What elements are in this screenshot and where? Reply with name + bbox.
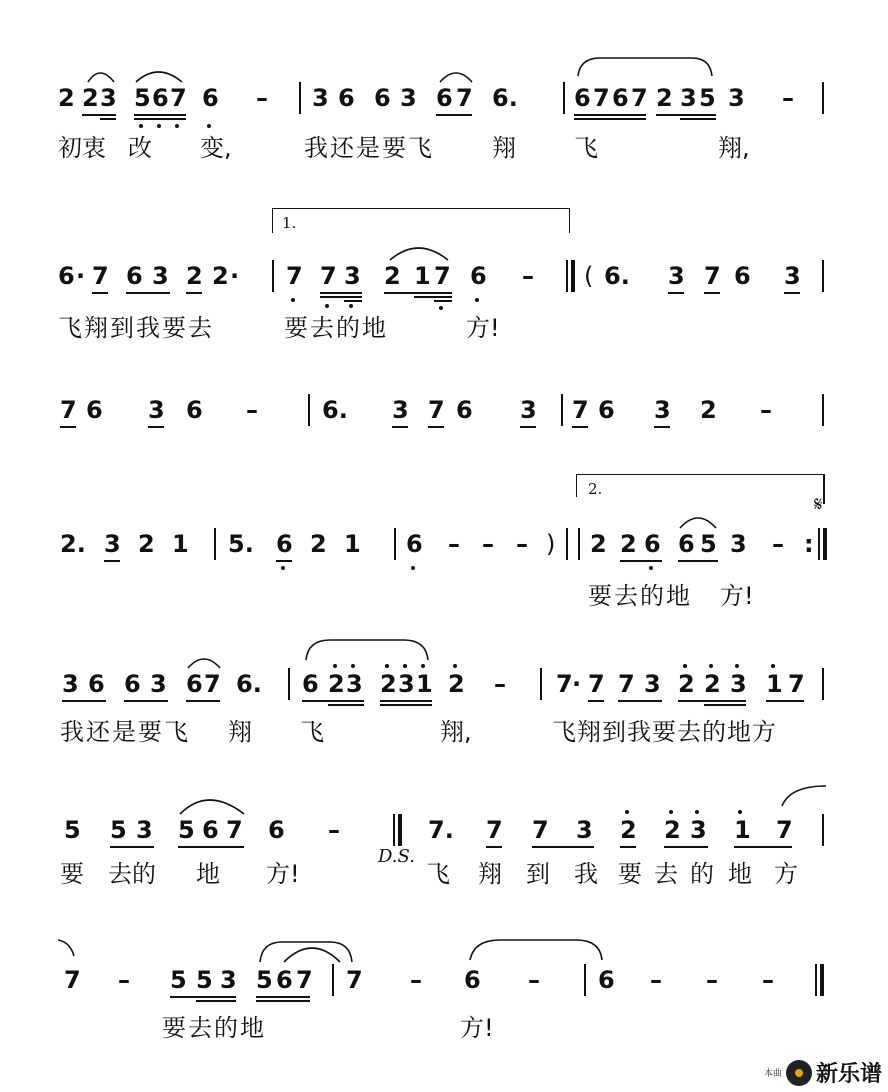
note-token: 3 — [104, 530, 121, 558]
note-token: 3 — [690, 816, 707, 844]
note-token: 3 — [100, 84, 117, 112]
underline-beam — [392, 426, 408, 428]
note-token: 3 — [668, 262, 685, 290]
note-token: 7 — [60, 396, 77, 424]
note-token: 2 — [448, 670, 465, 698]
note-token: 6 — [470, 262, 487, 290]
underline-beam — [276, 560, 292, 562]
note-token: 7 — [92, 262, 109, 290]
barline — [272, 260, 274, 292]
note-token: 7 — [170, 84, 187, 112]
octave-dot — [325, 304, 329, 308]
lyric: 翔 — [228, 718, 252, 746]
octave-dot — [349, 304, 353, 308]
note-token: 6 — [374, 84, 391, 112]
barline — [332, 964, 334, 996]
score-line-1 — [0, 80, 888, 120]
note-token: – — [516, 530, 528, 558]
underline-beam — [380, 700, 432, 702]
note-token: 6 — [436, 84, 453, 112]
note-token: 6 — [644, 530, 661, 558]
lyric: 飞 — [574, 134, 598, 162]
note-token: 3 — [644, 670, 661, 698]
octave-dot — [139, 124, 143, 128]
note-token: 2 — [212, 262, 229, 290]
note-token: 7 — [572, 396, 589, 424]
note-token: 6 — [86, 396, 103, 424]
octave-dot — [175, 124, 179, 128]
note-token: – — [528, 966, 540, 994]
note-token: 5 — [196, 966, 213, 994]
lyric: 地 — [196, 860, 220, 888]
underline-beam — [256, 1000, 310, 1002]
underline-beam — [823, 474, 825, 504]
lyric: 翔, — [440, 718, 472, 746]
note-token: 6 — [276, 530, 293, 558]
note-token: 3 — [520, 396, 537, 424]
underline-beam — [574, 114, 646, 116]
note-token: 3 — [392, 396, 409, 424]
note-token: 3 — [312, 84, 329, 112]
note-token: – — [706, 966, 718, 994]
note-token: ( — [584, 262, 594, 290]
octave-dot — [403, 664, 407, 668]
underline-beam — [414, 296, 452, 298]
watermark — [764, 1057, 882, 1088]
lyric: 变, — [200, 134, 232, 162]
underline-beam — [678, 700, 746, 702]
barline — [288, 668, 290, 700]
score-line-3 — [0, 392, 888, 432]
note-token: 1 — [172, 530, 189, 558]
lyric: 翔 — [478, 860, 502, 888]
octave-dot — [669, 810, 673, 814]
lyric: 到 — [526, 860, 550, 888]
lyric: 飞 — [300, 718, 324, 746]
underline-beam — [170, 996, 236, 998]
barline — [822, 394, 824, 426]
underline-beam — [588, 700, 604, 702]
lyric: 方! — [266, 860, 300, 888]
note-token: 7 — [226, 816, 243, 844]
note-token: 2 — [384, 262, 401, 290]
note-token: 1 — [766, 670, 783, 698]
underline-beam — [486, 846, 502, 848]
octave-dot — [475, 298, 479, 302]
underline-beam — [704, 704, 746, 706]
note-token: 6 — [202, 816, 219, 844]
note-token: 1 — [344, 530, 361, 558]
note-token: 5 — [178, 816, 195, 844]
octave-dot — [695, 810, 699, 814]
note-token: 7 — [486, 816, 503, 844]
note-token: 7 — [631, 84, 648, 112]
note-token: 2 — [138, 530, 155, 558]
underline-beam — [82, 114, 116, 116]
octave-dot — [771, 664, 775, 668]
underline-beam — [100, 118, 116, 120]
note-token: 6 — [202, 84, 219, 112]
note-token: 3 — [680, 84, 697, 112]
octave-dot — [291, 298, 295, 302]
lyric: 去 — [654, 860, 678, 888]
underline-beam — [186, 292, 202, 294]
underline-beam — [148, 426, 164, 428]
note-token: 6 — [612, 84, 629, 112]
note-token: 6 — [574, 84, 591, 112]
note-token: 5 — [110, 816, 127, 844]
note-token: 2 — [620, 816, 637, 844]
underline-beam — [734, 846, 792, 848]
note-token: 6 — [338, 84, 355, 112]
lyric: 的 — [690, 860, 714, 888]
double-barline — [818, 528, 827, 560]
lyric: 初衷 — [58, 134, 106, 162]
note-token: 2 — [328, 670, 345, 698]
barline — [563, 82, 565, 114]
lyric: 要去的地 — [284, 314, 388, 342]
barline — [822, 260, 824, 292]
underline-beam — [766, 700, 804, 702]
lyric: 我还是要飞 — [60, 718, 190, 746]
note-token: 7 — [428, 396, 445, 424]
barline — [584, 964, 586, 996]
barline — [299, 82, 301, 114]
note-token: – — [772, 530, 784, 558]
score-line-6 — [0, 812, 888, 852]
double-barline — [566, 260, 575, 292]
note-token: 3 — [62, 670, 79, 698]
lyrics-line-5 — [0, 718, 888, 758]
note-token: 2 — [656, 84, 673, 112]
note-token: 6. — [492, 84, 518, 112]
note-token: 7 — [286, 262, 303, 290]
octave-dot — [735, 664, 739, 668]
lyric: 飞 — [426, 860, 450, 888]
note-token: · — [230, 262, 240, 290]
note-token: 6 — [186, 670, 203, 698]
note-token: 7 — [204, 670, 221, 698]
octave-dot — [351, 664, 355, 668]
underline-beam — [320, 292, 362, 294]
note-token: 2 — [58, 84, 75, 112]
note-token: 3 — [148, 396, 165, 424]
note-token: 3 — [654, 396, 671, 424]
lyric: 翔 — [492, 134, 516, 162]
lyric: 要去的地 — [162, 1014, 266, 1042]
octave-dot — [421, 664, 425, 668]
underline-beam — [654, 426, 670, 428]
note-token: 6 — [456, 396, 473, 424]
note-token: 7 — [532, 816, 549, 844]
barline — [822, 82, 824, 114]
double-barline — [815, 964, 824, 996]
underline-beam — [186, 700, 220, 702]
note-token: 7 — [588, 670, 605, 698]
underline-beam — [328, 704, 364, 706]
note-token: 3 — [136, 816, 153, 844]
barline — [308, 394, 310, 426]
note-token: – — [410, 966, 422, 994]
underline-beam — [256, 996, 310, 998]
underline-beam — [302, 700, 364, 702]
note-token: 7. — [428, 816, 454, 844]
octave-dot — [709, 664, 713, 668]
score-line-5 — [0, 666, 888, 706]
note-token: 2 — [82, 84, 99, 112]
note-token: 3 — [152, 262, 169, 290]
disc-logo-icon — [786, 1060, 812, 1086]
lyric: 我 — [574, 860, 598, 888]
lyric: 方! — [466, 314, 500, 342]
underline-beam — [428, 426, 444, 428]
first-ending-label: 1. — [282, 214, 297, 232]
note-token: · — [76, 262, 86, 290]
note-token: 5 — [170, 966, 187, 994]
score-line-7 — [0, 962, 888, 1002]
underline-beam — [678, 560, 718, 562]
underline-beam — [680, 118, 716, 120]
note-token: 7 — [346, 966, 363, 994]
note-token: 3 — [220, 966, 237, 994]
underline-beam — [668, 292, 684, 294]
score-line-2 — [0, 258, 888, 298]
barline — [566, 528, 568, 560]
underline-beam — [664, 846, 708, 848]
note-token: – — [782, 84, 794, 112]
note-token: – — [762, 966, 774, 994]
first-ending-bracket — [272, 208, 570, 233]
note-token: 6 — [302, 670, 319, 698]
note-token: 2 — [678, 670, 695, 698]
note-token: 7 — [434, 262, 451, 290]
note-token: 6 — [126, 262, 143, 290]
note-token: : — [804, 530, 814, 558]
note-token: 7 — [456, 84, 473, 112]
barline — [214, 528, 216, 560]
barline — [540, 668, 542, 700]
octave-dot — [439, 306, 443, 310]
lyric: 去的 — [108, 860, 156, 888]
underline-beam — [384, 292, 452, 294]
note-token: 3 — [784, 262, 801, 290]
note-token: 7 — [556, 670, 573, 698]
note-token: 7 — [776, 816, 793, 844]
note-token: 6. — [236, 670, 262, 698]
note-token: 6 — [678, 530, 695, 558]
note-token: – — [328, 816, 340, 844]
note-token: 7 — [618, 670, 635, 698]
note-token: 7 — [704, 262, 721, 290]
note-token: 6 — [58, 262, 75, 290]
octave-dot — [411, 566, 415, 570]
underline-beam — [434, 300, 452, 302]
underline-beam — [784, 292, 800, 294]
note-token: 1 — [416, 670, 433, 698]
note-token: 6 — [124, 670, 141, 698]
note-token: – — [522, 262, 534, 290]
note-token: 3 — [576, 816, 593, 844]
note-token: 5 — [700, 530, 717, 558]
lyric: 要去的地 — [588, 582, 692, 610]
note-token: 3 — [730, 530, 747, 558]
note-token: 6 — [268, 816, 285, 844]
underline-beam — [572, 426, 588, 428]
lyric: 方 — [774, 860, 798, 888]
lyrics-line-4 — [0, 582, 888, 622]
underline-beam — [134, 114, 186, 116]
note-token: 3 — [150, 670, 167, 698]
underline-beam — [344, 300, 362, 302]
lyric: 地 — [728, 860, 752, 888]
note-token: 5 — [699, 84, 716, 112]
note-token: – — [650, 966, 662, 994]
underline-beam — [704, 292, 720, 294]
note-token: 2 — [704, 670, 721, 698]
underline-beam — [380, 704, 432, 706]
note-token: 3 — [344, 262, 361, 290]
octave-dot — [683, 664, 687, 668]
lyric: 方! — [460, 1014, 494, 1042]
octave-dot — [281, 566, 285, 570]
barline — [394, 528, 396, 560]
barline — [822, 814, 824, 846]
lyric: 飞翔到我要去的地方 — [552, 718, 777, 746]
note-token: – — [118, 966, 130, 994]
octave-dot — [738, 810, 742, 814]
underline-beam — [620, 560, 662, 562]
note-token: 6 — [734, 262, 751, 290]
note-token: 6. — [604, 262, 630, 290]
note-token: – — [482, 530, 494, 558]
note-token: 6 — [598, 966, 615, 994]
note-token: 6 — [88, 670, 105, 698]
note-token: 5 — [256, 966, 273, 994]
underline-beam — [60, 426, 76, 428]
lyric: 改 — [128, 134, 152, 162]
note-token: 6 — [406, 530, 423, 558]
note-token: 3 — [400, 84, 417, 112]
octave-dot — [333, 664, 337, 668]
lyrics-line-1 — [0, 134, 888, 174]
lyric: 方! — [720, 582, 754, 610]
lyric: 要 — [618, 860, 642, 888]
note-token: 5 — [134, 84, 151, 112]
lyric: 我还是要飞 — [304, 134, 434, 162]
underline-beam — [62, 700, 106, 702]
lyric: 要 — [60, 860, 84, 888]
underline-beam — [436, 114, 472, 116]
underline-beam — [126, 292, 170, 294]
note-token: 5. — [228, 530, 254, 558]
second-ending-label: 2. — [588, 480, 603, 498]
note-token: 6 — [186, 396, 203, 424]
note-token: 7 — [320, 262, 337, 290]
note-token: 3 — [730, 670, 747, 698]
note-token: 7 — [788, 670, 805, 698]
note-token: – — [760, 396, 772, 424]
note-token: 2 — [700, 396, 717, 424]
underline-beam — [532, 846, 594, 848]
barline — [561, 394, 563, 426]
note-token: 7 — [64, 966, 81, 994]
note-token: · — [572, 670, 582, 698]
note-token: 7 — [593, 84, 610, 112]
second-ending-bracket — [576, 474, 825, 497]
note-token: 3 — [398, 670, 415, 698]
note-token: 2 — [620, 530, 637, 558]
note-token: – — [256, 84, 268, 112]
octave-dot — [649, 566, 653, 570]
underline-beam — [320, 296, 362, 298]
note-token: 6. — [322, 396, 348, 424]
note-token: ) — [546, 530, 556, 558]
watermark-brand: 新乐谱 — [815, 1062, 882, 1087]
underline-beam — [124, 700, 168, 702]
lyric: 翔, — [718, 134, 750, 162]
underline-beam — [620, 846, 636, 848]
note-token: 6 — [464, 966, 481, 994]
note-token: 6 — [598, 396, 615, 424]
octave-dot — [157, 124, 161, 128]
underline-beam — [104, 560, 120, 562]
lyrics-line-6 — [0, 860, 888, 900]
underline-beam — [656, 114, 716, 116]
note-token: – — [246, 396, 258, 424]
watermark-small-text: 本曲 — [763, 1069, 782, 1079]
barline — [578, 528, 580, 560]
note-token: 2. — [60, 530, 86, 558]
note-token: 3 — [346, 670, 363, 698]
note-token: 6 — [152, 84, 169, 112]
note-token: 2 — [186, 262, 203, 290]
lyric: 飞翔到我要去 — [58, 314, 214, 342]
underline-beam — [196, 1000, 236, 1002]
note-token: 5 — [64, 816, 81, 844]
underline-beam — [520, 426, 536, 428]
lyrics-line-7 — [0, 1014, 888, 1054]
octave-dot — [625, 810, 629, 814]
underline-beam — [178, 846, 244, 848]
note-token: 1 — [414, 262, 431, 290]
underline-beam — [110, 846, 154, 848]
double-barline — [393, 814, 402, 846]
score-line-4 — [0, 526, 888, 566]
underline-beam — [134, 118, 186, 120]
dal-segno-mark: D.S. — [378, 846, 415, 867]
lyrics-line-2 — [0, 314, 888, 354]
note-token: – — [494, 670, 506, 698]
note-token: 2 — [590, 530, 607, 558]
octave-dot — [453, 664, 457, 668]
segno-sign: 𝄋 — [814, 492, 823, 516]
note-token: 2 — [664, 816, 681, 844]
note-token: 7 — [296, 966, 313, 994]
note-token: 1 — [734, 816, 751, 844]
note-token: 2 — [380, 670, 397, 698]
note-token: 3 — [728, 84, 745, 112]
underline-beam — [574, 118, 646, 120]
note-token: – — [448, 530, 460, 558]
underline-beam — [92, 292, 108, 294]
octave-dot — [207, 124, 211, 128]
note-token: 6 — [276, 966, 293, 994]
note-token: 2 — [310, 530, 327, 558]
underline-beam — [618, 700, 662, 702]
barline — [822, 668, 824, 700]
octave-dot — [385, 664, 389, 668]
